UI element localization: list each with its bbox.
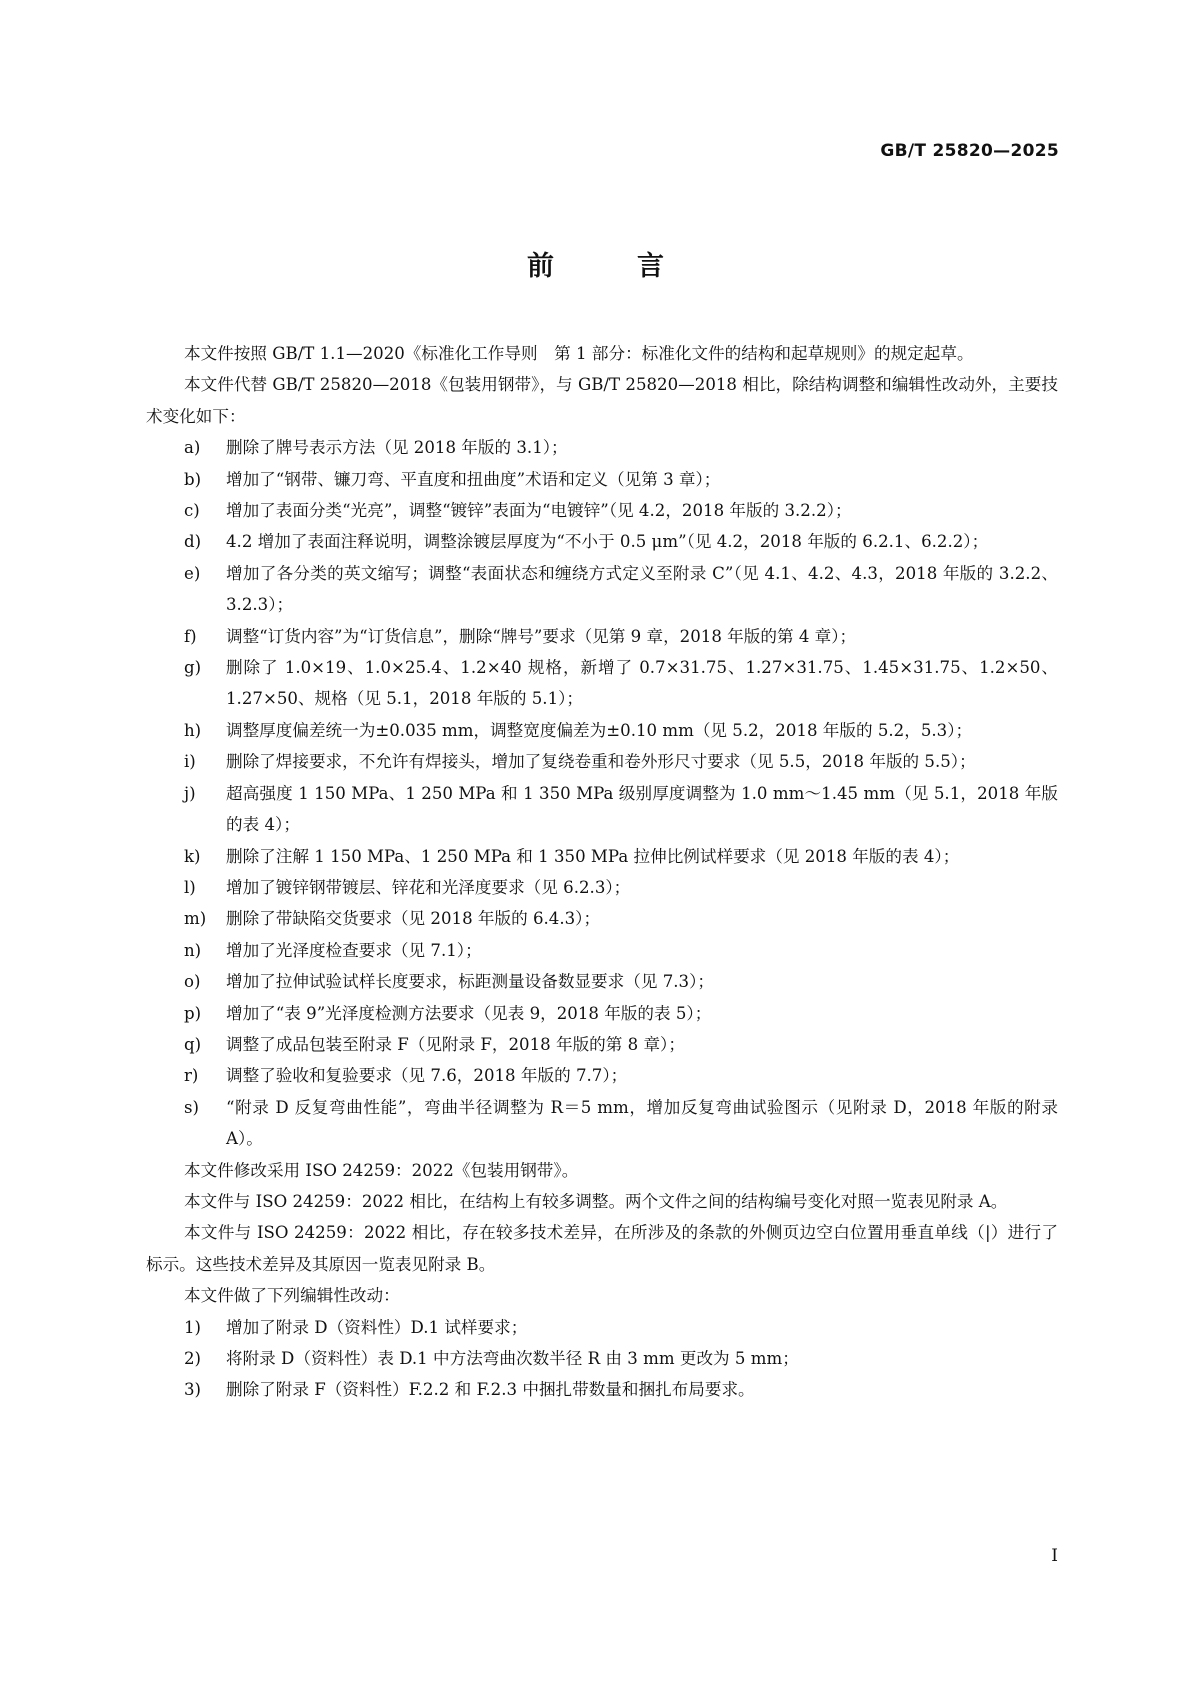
list-item-label: f)	[184, 626, 197, 646]
list-item	[146, 778, 1058, 841]
list-item-label: d)	[184, 532, 202, 552]
list-item-text: 增加了“表 9”光泽度检测方法要求（见表 9，2018 年版的表 5）；	[226, 1003, 712, 1023]
list-item	[146, 746, 1058, 777]
list-item	[146, 1374, 1058, 1405]
list-item-text: 调整了验收和复验要求（见 7.6，2018 年版的 7.7）；	[226, 1066, 628, 1086]
list-item-text: 删除了牌号表示方法（见 2018 年版的 3.1）；	[226, 438, 568, 458]
list-item	[146, 903, 1058, 934]
list-item-label: j)	[184, 783, 196, 803]
list-item	[146, 935, 1058, 966]
list-item-label: m)	[184, 909, 207, 929]
list-item-text: 增加了“钢带、镰刀弯、平直度和扭曲度”术语和定义（见第 3 章）；	[226, 469, 721, 489]
list-item	[146, 1312, 1058, 1343]
paragraph: 本文件与 ISO 24259：2022 相比，在结构上有较多调整。两个文件之间的结构编号变化对照一览表见附录 A。	[184, 1191, 1008, 1211]
page-title: 前 言	[527, 251, 692, 282]
list-item-text: 调整厚度偏差统一为±0.035 mm，调整宽度偏差为±0.10 mm（见 5.2，2018 年版的 5.2，5.3）；	[226, 720, 973, 740]
list-item	[146, 715, 1058, 746]
list-item-label: s)	[184, 1097, 199, 1117]
list-item	[146, 998, 1058, 1029]
document-code: GB/T 25820—2025	[880, 141, 1059, 161]
list-item-text: 4.2 增加了表面注释说明，调整涂镀层厚度为“不小于 0.5 μm”（见 4.2，2018 年版的 6.2.1、6.2.2）；	[226, 532, 989, 552]
list-item-label: 1)	[184, 1317, 202, 1337]
list-item-label: p)	[184, 1003, 202, 1023]
list-item-label: l)	[184, 877, 196, 897]
list-item-label: c)	[184, 501, 200, 521]
list-item	[146, 1092, 1058, 1155]
list-item	[146, 558, 1058, 621]
list-item-text: 将附录 D（资料性）表 D.1 中方法弯曲次数半径 R 由 3 mm 更改为 5 mm；	[226, 1349, 799, 1368]
list-item-text: 增加了表面分类“光亮”，调整“镀锌”表面为“电镀锌”（见 4.2，2018 年版的 3.2.2）；	[226, 501, 852, 521]
list-item-label: k)	[184, 846, 201, 866]
list-item-label: r)	[184, 1066, 199, 1086]
paragraph: 本文件与 ISO 24259：2022 相比，存在较多技术差异，在所涉及的条款的外侧页边空白位置用垂直单线（|）进行了标示。这些技术差异及其原因一览表见附录 B。	[146, 1223, 1058, 1274]
list-item	[146, 495, 1058, 526]
list-item	[146, 1060, 1058, 1091]
list-item-text: 增加了镀锌钢带镀层、锌花和光泽度要求（见 6.2.3）；	[226, 877, 631, 897]
paragraph: 本文件代替 GB/T 25820—2018《包装用钢带》，与 GB/T 25820—2018 相比，除结构调整和编辑性改动外，主要技术变化如下：	[146, 375, 1058, 426]
list-item-text: 增加了拉伸试验试样长度要求，标距测量设备数显要求（见 7.3）；	[226, 972, 714, 992]
list-item-text: 删除了 1.0×19、1.0×25.4、1.2×40 规格，新增了 0.7×31.75、1.27×31.75、1.45×31.75、1.2×50、1.27×50、规格（见 5.1，2018 年版的 5.1）；	[226, 658, 1058, 709]
list-item-label: 2)	[184, 1349, 202, 1368]
list-item-label: 3)	[184, 1380, 202, 1400]
list-item	[146, 652, 1058, 715]
editorial-changes-list	[146, 1312, 1058, 1406]
page-number: I	[1051, 1546, 1058, 1566]
list-item	[146, 1029, 1058, 1060]
list-item-text: 删除了附录 F（资料性）F.2.2 和 F.2.3 中捆扎带数量和捆扎布局要求。	[226, 1380, 755, 1400]
list-item-label: h)	[184, 720, 202, 740]
list-item-label: g)	[184, 658, 202, 678]
list-item-label: b)	[184, 469, 202, 489]
list-item-label: q)	[184, 1034, 202, 1054]
list-item-label: n)	[184, 940, 202, 960]
list-item	[146, 432, 1058, 463]
list-item-text: 增加了光泽度检查要求（见 7.1）；	[226, 940, 482, 960]
list-item-label: o)	[184, 972, 201, 992]
list-item-text: 删除了注解 1 150 MPa、1 250 MPa 和 1 350 MPa 拉伸比例试样要求（见 2018 年版的表 4）；	[226, 846, 960, 866]
paragraph: 本文件按照 GB/T 1.1—2020《标准化工作导则 第 1 部分：标准化文件的结构和起草规则》的规定起草。	[184, 344, 974, 363]
list-item	[146, 841, 1058, 872]
list-item	[146, 872, 1058, 903]
list-item-text: 增加了各分类的英文缩写；调整“表面状态和缠绕方式定义至附录 C”（见 4.1、4.2、4.3，2018 年版的 3.2.2、3.2.3）；	[226, 563, 1058, 615]
list-item-text: 删除了带缺陷交货要求（见 2018 年版的 6.4.3）；	[226, 909, 601, 929]
list-item-text: 删除了焊接要求，不允许有焊接头，增加了复绕卷重和卷外形尺寸要求（见 5.5，2018 年版的 5.5）；	[226, 752, 976, 772]
list-item-label: i)	[184, 752, 196, 772]
list-item-label: e)	[184, 563, 201, 583]
list-item-label: a)	[184, 438, 201, 458]
list-item-text: 调整“订货内容”为“订货信息”，删除“牌号”要求（见第 9 章，2018 年版的第 4 章）；	[226, 626, 857, 646]
list-item	[146, 966, 1058, 997]
list-item	[146, 1343, 1058, 1374]
list-item-text: 增加了附录 D（资料性）D.1 试样要求；	[226, 1317, 528, 1337]
list-item	[146, 464, 1058, 495]
technical-changes-list	[146, 432, 1058, 1154]
list-item-text: 调整了成品包装至附录 F（见附录 F，2018 年版的第 8 章）；	[226, 1034, 685, 1054]
list-item-text: 超高强度 1 150 MPa、1 250 MPa 和 1 350 MPa 级别厚度调整为 1.0 mm～1.45 mm（见 5.1，2018 年版的表 4）；	[226, 783, 1058, 835]
foreword-body	[146, 338, 1058, 1406]
list-item	[146, 526, 1058, 557]
paragraph: 本文件做了下列编辑性改动：	[184, 1286, 400, 1306]
paragraph: 本文件修改采用 ISO 24259：2022《包装用钢带》。	[184, 1160, 579, 1180]
list-item	[146, 621, 1058, 652]
list-item-text: “附录 D 反复弯曲性能”，弯曲半径调整为 R＝5 mm，增加反复弯曲试验图示（见附录 D，2018 年版的附录 A）。	[226, 1097, 1058, 1149]
